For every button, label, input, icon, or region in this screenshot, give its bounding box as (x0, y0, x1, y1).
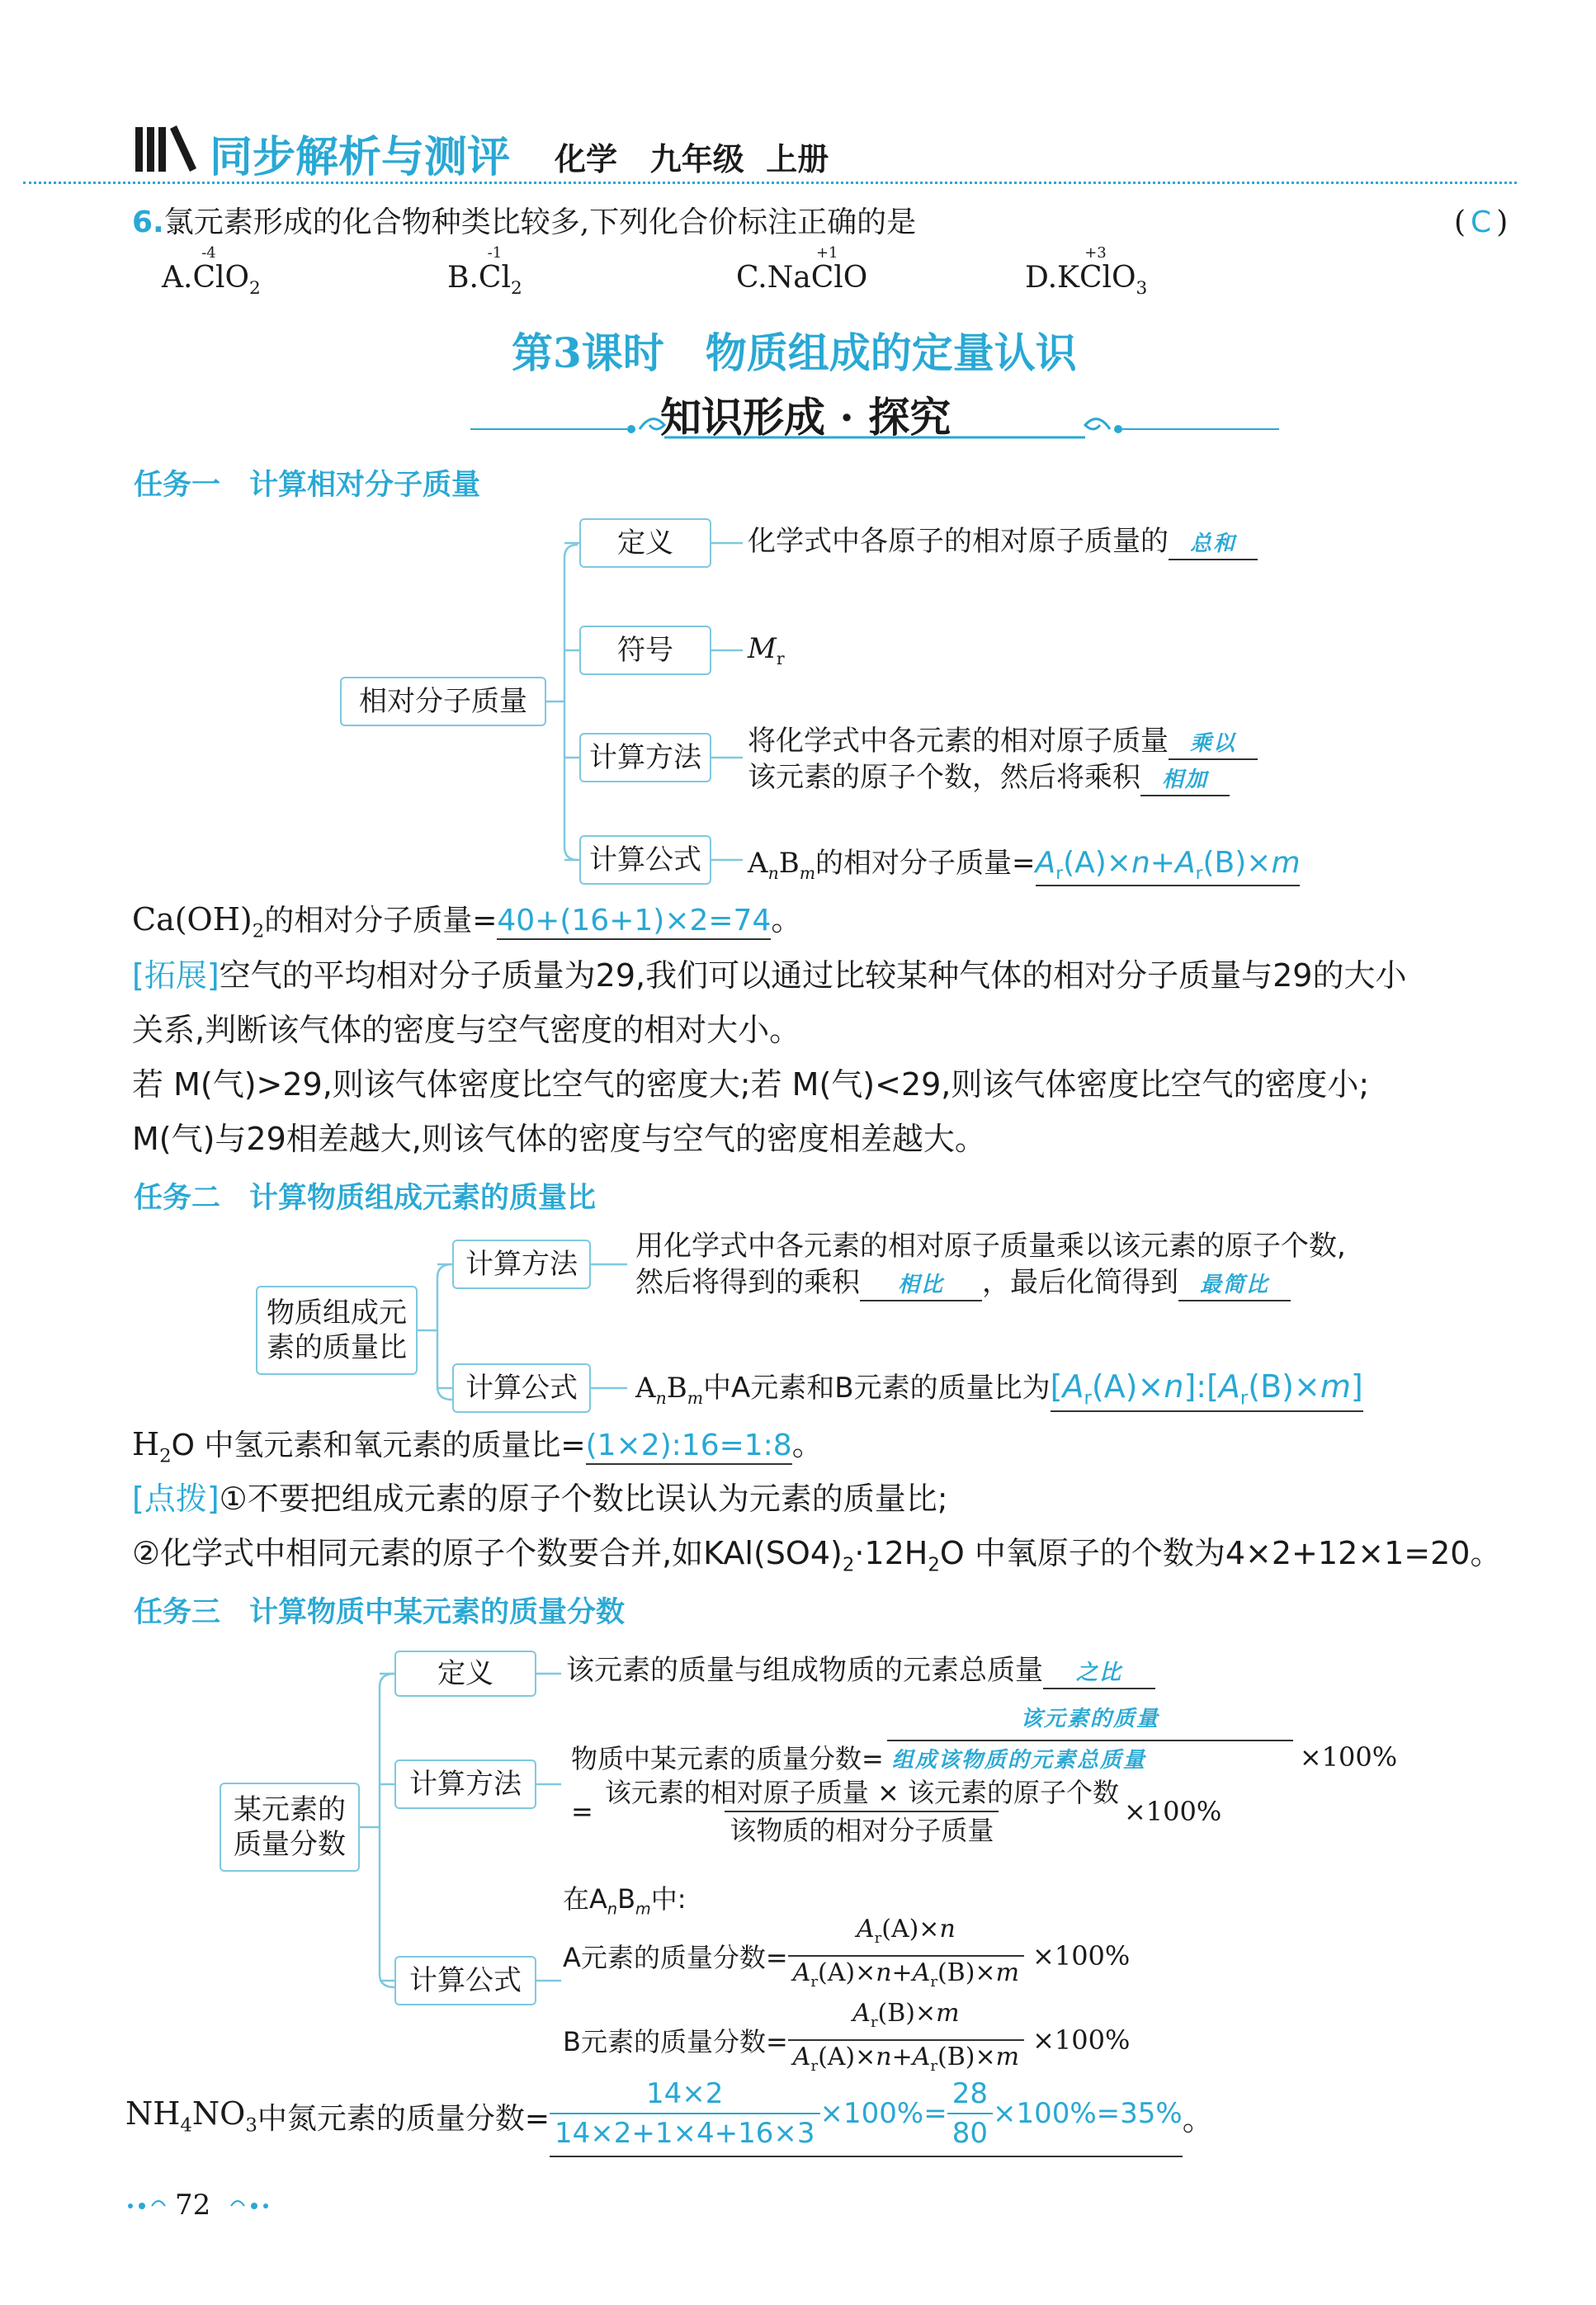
question-6: 6.氯元素形成的化合物种类比较多,下列化合价标注正确的是 (132, 205, 917, 239)
task3-root-box: 某元素的质量分数 (220, 1783, 360, 1872)
task3-method-eq2: = $\frac{\text{该元素的相对原子质量 × 该元素的原子个数}}{\text{该物质的相对分子质量}}$ ×100% (571, 1774, 1221, 1849)
task2-method-line2: 然后将得到的乘积 相比 ，最后化简得到 最简比 (635, 1266, 1291, 1301)
task3-method-eq1: 物质中某元素的质量分数= $\frac{\text{该元素的质量}}{\text{组成该物质的元素总质量}}$ ×100% (571, 1698, 1397, 1779)
question-6-answer: ( C ) (1454, 205, 1509, 239)
task2-example: $H_2O$ 中氢元素和氧元素的质量比=(1×2):16=1:8。 (132, 1426, 824, 1467)
task1-title: 任务一 计算相对分子质量 (134, 469, 481, 502)
task1-method-line2: 该元素的原子个数，然后将乘积 相加 (748, 761, 1230, 796)
extend-p2: 关系,判断该气体的密度与空气密度的相对大小。 (132, 1012, 801, 1048)
q6-option: A. -4 ClO$_2$ (162, 244, 261, 300)
task1-formula-text: $A_nB_m$的相对分子质量$=A_r(A)\times n+A_r(B)\times m$ (748, 845, 1300, 886)
task1-method-label: 计算方法 (579, 733, 711, 782)
q6-option: B. -1 $Cl_2$ (447, 244, 522, 300)
extend-p3: 若 M(气)>29,则该气体密度比空气的密度大;若 M(气)<29,则该气体密度比空气的密度小; (132, 1066, 1370, 1103)
task1-def-label: 定义 (579, 518, 711, 568)
task3-def-text: 该元素的质量与组成物质的元素总质量 之比 (566, 1654, 1155, 1689)
task3-a-formula: A元素的质量分数= $\frac{A_r(A)\times n}{A_r(A)\times n+A_r(B)\times m}$ ×100% (563, 1913, 1130, 1999)
task2-formula-text: $A_nB_m$中A元素和B元素的质量比为$[A_r(A)\times n]:[A_r(B)\times m]$ (635, 1368, 1363, 1412)
q6-option: D.K +3 ClO$_3$ (1025, 244, 1148, 300)
task3-def-label: 定义 (394, 1651, 536, 1697)
section-banner: 知识形成 · 探究 (660, 393, 951, 442)
task2-method-line1: 用化学式中各元素的相对原子质量乘以该元素的原子个数, (635, 1230, 1346, 1263)
task2-method-label: 计算方法 (452, 1240, 591, 1289)
tip-p2: ②化学式中相同元素的原子个数要合并,如$KAl(SO4)_2\cdot 12H_2O$ 中氧原子的个数为4×2+12×1=20。 (132, 1535, 1502, 1576)
task1-example: $Ca(OH)_2$的相对分子质量=40+(16+1)×2=74。 (132, 901, 803, 942)
task2-root-box: 物质组成元素的质量比 (256, 1286, 418, 1375)
task3-title: 任务三 计算物质中某元素的质量分数 (134, 1596, 626, 1629)
lesson-title: 第3课时 物质组成的定量认识 (512, 328, 1077, 377)
task3-formula-label: 计算公式 (394, 1956, 536, 2005)
task1-formula-label: 计算公式 (579, 835, 711, 885)
task2-title: 任务二 计算物质组成元素的质量比 (134, 1182, 597, 1215)
task3-b-formula: B元素的质量分数= $\frac{A_r(B)\times m}{A_r(A)\times n+A_r(B)\times m}$ ×100% (563, 1997, 1130, 2083)
task3-example: $NH_4NO_3$ 中氮元素的质量分数= $\frac{14\times 2}{14\times 2+1\times 4+16\times 3}$ ×100%= $\frac{28}{80}$ ×100%=35% 。 (125, 2075, 1214, 2157)
task2-formula-label: 计算公式 (452, 1363, 591, 1413)
header-series-title: 同步解析与测评 (210, 133, 511, 182)
extend-p4: M(气)与29相差越大,则该气体的密度与空气的密度相差越大。 (132, 1121, 986, 1157)
task1-sym-text: $M_r$ (748, 632, 785, 668)
task1-method-line1: 将化学式中各元素的相对原子质量 乘以 (748, 725, 1258, 760)
page-number: 72 (175, 2189, 211, 2222)
header-subject: 化学 九年级 上册 (555, 141, 829, 177)
task1-sym-label: 符号 (579, 626, 711, 675)
q6-option: C.Na +1 ClO (736, 244, 868, 295)
task1-root-box: 相对分子质量 (340, 677, 546, 726)
task3-in-text: 在$A_nB_m$中: (563, 1883, 687, 1919)
tip-p1: [点拨]①不要把组成元素的原子个数比误认为元素的质量比; (132, 1481, 948, 1517)
task1-def-text: 化学式中各原子的相对原子质量的 总和 (748, 525, 1258, 560)
extend-p1: [拓展]空气的平均相对分子质量为29,我们可以通过比较某种气体的相对分子质量与29的大小 (132, 957, 1407, 994)
task3-method-label: 计算方法 (394, 1759, 536, 1809)
